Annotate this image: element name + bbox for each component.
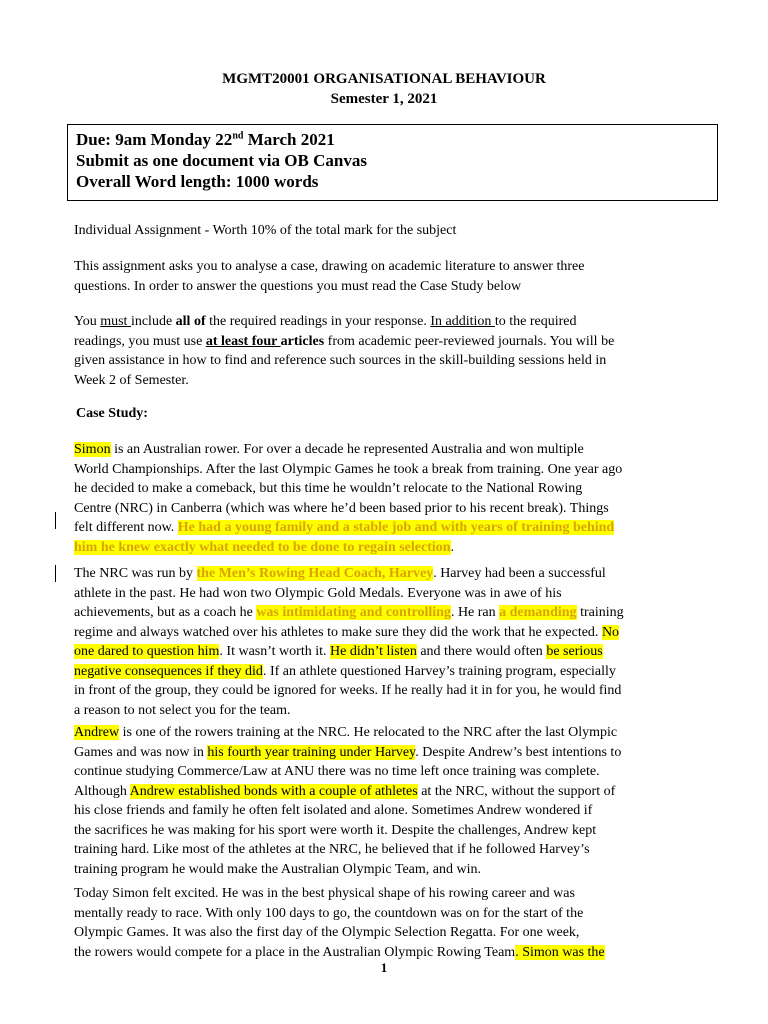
course-title: MGMT20001 ORGANISATIONAL BEHAVIOUR bbox=[222, 71, 546, 87]
paragraph-simon: Simon is an Australian rower. For over a decade he represented Australia and won multiple World Championships. After the last Olympic Games he took a break from training. One year ago he decided to make a comeback, but this time he wouldn’t relocate to the National Rowing Centre (NRC) in Canberra (which was where he’d been based prior to his recent break). Things felt different now. He had a young family and a stable job and with years of training behind him he knew exactly what needed to be done to regain selection. bbox=[74, 442, 623, 555]
paragraph-today: Today Simon felt excited. He was in the best physical shape of his rowing career and was mentally ready to race. With only 100 days to go, the countdown was on for the start of the Olympic Games. It was also the first day of the Olympic Selection Regatta. For one week, the rowers would compete for a place in the Australian Olympic Rowing Team. Simon was the bbox=[74, 886, 605, 960]
intro-line: Individual Assignment - Worth 10% of the total mark for the subject bbox=[74, 223, 457, 238]
paragraph-instructions: This assignment asks you to analyse a case, drawing on academic literature to answer three questions. In order to answer the questions you must read the Case Study below bbox=[74, 259, 585, 294]
word-length: Overall Word length: 1000 words bbox=[76, 172, 319, 191]
change-bar bbox=[55, 565, 56, 582]
due-date: Due: 9am Monday 22nd March 2021 bbox=[76, 130, 335, 149]
submit-instruction: Submit as one document via OB Canvas bbox=[76, 151, 367, 170]
semester-line: Semester 1, 2021 bbox=[330, 91, 438, 107]
paragraph-nrc: The NRC was run by the Men’s Rowing Head Coach, Harvey. Harvey had been a successful athlete in the past. He had won two Olympic Gold Medals. Everyone was in awe of his achievements, but as a coach he was intimidating and controlling. He ran a demanding training regime and always watched over his athletes to make sure they did the work that he expected. No one dared to question him. It wasn’t worth it. He didn’t listen and there would often be serious negative consequences if they did. If an athlete questioned Harvey’s training program, especially in front of the group, they could be ignored for weeks. If he really had it in for you, he would find a reason to not select you for the team. bbox=[74, 566, 624, 718]
page-number: 1 bbox=[380, 960, 388, 975]
change-bar bbox=[55, 512, 56, 529]
case-study-heading: Case Study: bbox=[76, 406, 148, 421]
paragraph-requirements: You must include all of the required readings in your response. In addition to the required readings, you must use at least four articles from academic peer-reviewed journals. You will be given assistance in how to find and reference such sources in the skill-building sessions held in Week 2 of Semester. bbox=[74, 314, 615, 388]
paragraph-andrew: Andrew is one of the rowers training at the NRC. He relocated to the NRC after the last Olympic Games and was now in his fourth year training under Harvey. Despite Andrew’s best intentions to continue studying Commerce/Law at ANU there was no time left once training was complete. Although Andrew established bonds with a couple of athletes at the NRC, without the support of his close friends and family he often felt isolated and alone. Sometimes Andrew wondered if the sacrifices he was making for his sport were worth it. Despite the challenges, Andrew kept training hard. Like most of the athletes at the NRC, he believed that if he followed Harvey’s training program he would make the Australian Olympic Team, and win. bbox=[74, 725, 622, 877]
due-box bbox=[67, 124, 718, 201]
